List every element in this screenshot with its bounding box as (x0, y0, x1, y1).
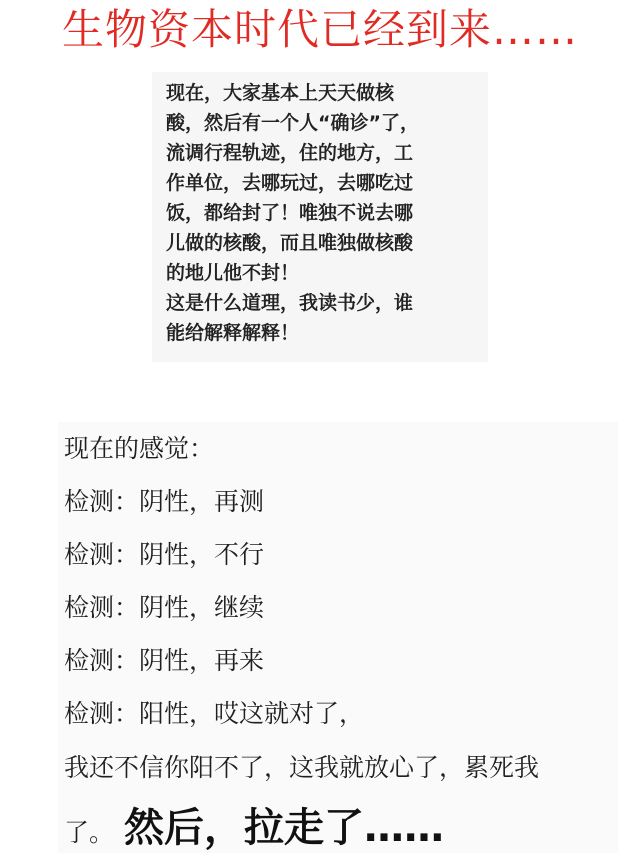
feeling-line: 检测：阴性，再来 (64, 646, 265, 675)
feeling-line: 检测：阳性，哎这就对了， (64, 699, 365, 728)
post-line: 作单位，去哪玩过，去哪吃过 (166, 172, 414, 194)
feeling-last-big: 然后，拉走了…… (124, 805, 445, 851)
feeling-line: 检测：阴性，不行 (64, 540, 265, 569)
feeling-line: 检测：阴性，继续 (64, 593, 265, 622)
post-line: 流调行程轨迹，住的地方，工 (166, 142, 414, 164)
post-line: 这是什么道理，我读书少，谁 (166, 292, 414, 314)
post-line: 酸，然后有一个人“确诊”了， (166, 112, 419, 134)
post-screenshot-card (152, 72, 488, 362)
feeling-last-small: 了。 (64, 818, 115, 847)
feeling-text-block (58, 422, 618, 853)
feeling-line: 现在的感觉： (64, 434, 215, 463)
post-text (166, 78, 478, 348)
post-line: 现在，大家基本上天天做核 (166, 82, 395, 104)
post-line: 能给解释解释！ (166, 322, 300, 344)
post-line: 的地儿他不封！ (166, 262, 300, 284)
feeling-line: 检测：阴性，再测 (64, 487, 265, 516)
headline: 生物资本时代已经到来…… (61, 5, 578, 54)
feeling-last-line (64, 796, 444, 853)
feeling-line: 我还不信你阳不了，这我就放心了，累死我 (64, 753, 540, 782)
post-line: 饭，都给封了！唯独不说去哪 (166, 202, 414, 224)
post-line: 儿做的核酸，而且唯独做核酸 (166, 232, 414, 254)
